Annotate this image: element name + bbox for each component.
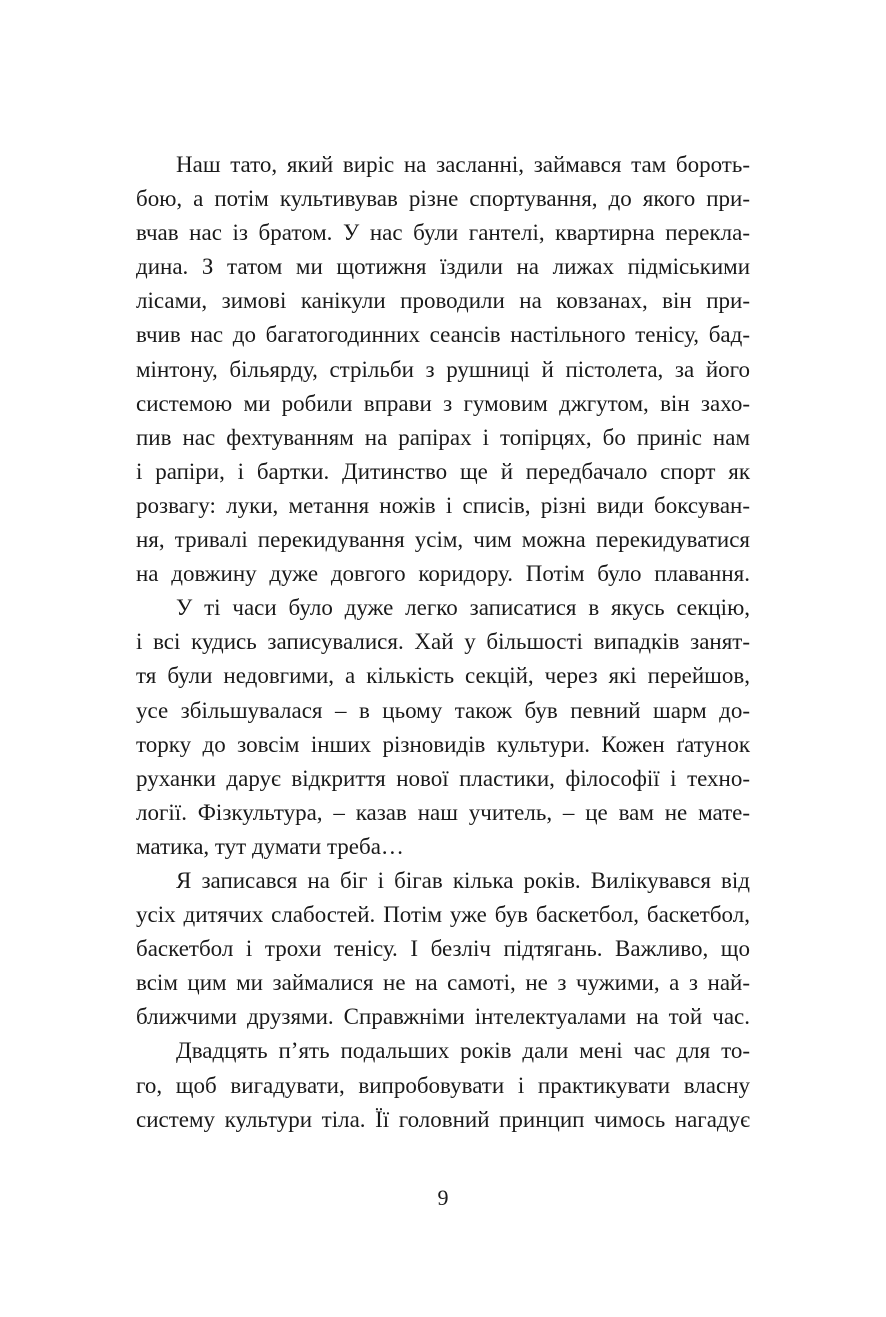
text-line: У ті часи було дуже легко записатися в якусь секцію, [176,595,750,621]
paragraph-2 [136,591,750,864]
text-line: і всі кудись записувалися. Хай у більшості випадків занят- [136,629,750,655]
text-line: всім цим ми займалися не на самоті, не з чужими, а з най- [136,970,750,996]
text-line: матика, тут думати треба… [136,833,404,859]
text-line: мінтону, більярду, стрільби з рушниці й пістолета, за його [136,356,750,382]
text-line: розвагу: луки, метання ножів і списів, різні види боксуван- [136,492,750,518]
page-number: 9 [437,1185,449,1210]
text-line: торку до зовсім інших різновидів культури. Кожен ґатунок [136,731,750,757]
text-line: баскетбол і трохи тенісу. І безліч підтягань. Важливо, що [136,936,750,962]
text-line: вчав нас із братом. У нас були гантелі, квартирна перекла- [136,220,750,246]
text-line: на довжину дуже довгого коридору. Потім було плавання. [136,561,750,587]
text-line: тя були недовгими, а кількість секцій, через які перейшов, [136,663,750,689]
text-line: го, щоб вигадувати, випробовувати і практикувати власну [136,1072,750,1098]
text-line: усіх дитячих слабостей. Потім уже був баскетбол, баскетбол, [136,902,750,928]
text-line: ня, тривалі перекидування усім, чим можна перекидуватися [136,527,750,553]
text-line: систему культури тіла. Її головний принцип чимось нагадує [136,1106,750,1132]
paragraph-3 [136,864,750,1034]
text-line: пив нас фехтуванням на рапірах і топірцях, бо приніс нам [136,424,750,450]
text-line: руханки дарує відкриття нової пластики, філософії і техно- [136,765,750,791]
text-line: Двадцять п’ять подальших років дали мені час для то- [176,1038,750,1064]
text-line: дина. З татом ми щотижня їздили на лижах підміськими [136,254,750,280]
paragraph-4 [136,1034,750,1136]
text-line: Наш тато, який виріс на засланні, займався там бороть- [176,152,750,177]
text-line: системою ми робили вправи з гумовим джгутом, він захо- [136,390,750,416]
text-line: усе збільшувалася – в цьому також був певний шарм до- [136,697,750,723]
text-line: Я записався на біг і бігав кілька років. Вилікувався від [176,867,750,893]
text-line: ближчими друзями. Справжніми інтелектуалами на той час. [136,1004,750,1030]
text-line: вчив нас до багатогодинних сеансів настільного тенісу, бад- [136,322,750,348]
text-line: бою, а потім культивував різне спортування, до якого при- [136,186,750,212]
text-line: логії. Фізкультура, – казав наш учитель, – це вам не мате- [136,799,750,825]
text-line: і рапіри, і бартки. Дитинство ще й передбачало спорт як [136,458,750,484]
paragraph-1 [136,148,750,591]
text-line: лісами, зимові канікули проводили на ковзанах, він при- [136,288,750,314]
body-text [136,148,750,1137]
